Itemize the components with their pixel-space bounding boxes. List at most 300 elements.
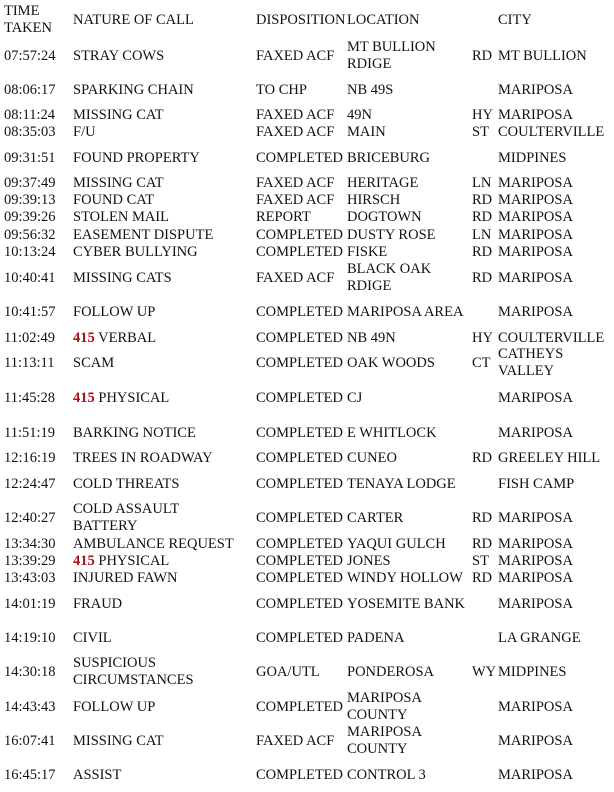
disposition — [256, 699, 343, 716]
city — [498, 664, 566, 681]
city — [498, 733, 573, 750]
time-taken — [4, 390, 55, 407]
city-line: MARIPOSA — [498, 191, 573, 208]
time-taken-line: 10:40:41 — [4, 269, 56, 286]
disposition-line: COMPLETED — [256, 569, 343, 586]
city-line: MIDPINES — [498, 663, 567, 680]
header-disposition: DISPOSITION — [256, 12, 346, 28]
street-suffix-line: HY — [472, 329, 493, 346]
city-line: GREELEY HILL — [498, 449, 601, 466]
street-suffix — [472, 510, 492, 527]
street-suffix — [472, 48, 492, 65]
time-taken — [4, 107, 55, 124]
street-suffix-line: HY — [472, 106, 493, 123]
nature-of-call — [73, 330, 156, 347]
location — [347, 124, 386, 141]
time-taken — [4, 699, 56, 716]
time-taken — [4, 630, 56, 647]
street-suffix-line: RD — [472, 191, 493, 208]
nature-of-call-line: EASEMENT DISPUTE — [73, 226, 214, 243]
city — [498, 150, 566, 167]
disposition-line: FAXED ACF — [256, 123, 335, 140]
time-taken — [4, 596, 56, 613]
location-line: CONTROL 3 — [347, 766, 426, 783]
location-line: YOSEMITE BANK — [347, 595, 466, 612]
street-suffix-line: RD — [472, 269, 493, 286]
nature-of-call — [73, 536, 234, 553]
location-line: BRICEBURG — [347, 149, 430, 166]
location — [347, 107, 372, 124]
location-line: E WHITLOCK — [347, 424, 437, 441]
time-taken-line: 12:40:27 — [4, 509, 56, 526]
nature-of-call — [73, 192, 154, 209]
city-line: MT BULLION — [498, 47, 587, 64]
time-taken-line: 08:11:24 — [4, 106, 56, 123]
nature-of-call-line: MISSING CAT — [73, 732, 164, 749]
disposition — [256, 630, 343, 647]
city — [498, 270, 573, 287]
call-code-415: 415 — [73, 329, 95, 346]
city — [498, 536, 573, 553]
time-taken — [4, 150, 56, 167]
disposition-line: REPORT — [256, 208, 311, 225]
street-suffix — [472, 107, 493, 124]
location-line: COUNTY — [347, 707, 408, 723]
disposition-line: FAXED ACF — [256, 269, 335, 286]
location — [347, 39, 436, 73]
nature-of-call-line: AMBULANCE REQUEST — [73, 535, 234, 552]
disposition-line: COMPLETED — [256, 149, 343, 166]
nature-of-call-line: MISSING CAT — [73, 174, 164, 191]
time-taken — [4, 536, 56, 553]
city-line: MARIPOSA — [498, 269, 573, 286]
time-taken — [4, 82, 56, 99]
nature-of-call — [73, 476, 179, 493]
street-suffix-line: WY — [472, 663, 497, 680]
city — [498, 175, 573, 192]
time-taken — [4, 553, 56, 570]
location-line: 49N — [347, 106, 372, 123]
location — [347, 150, 430, 167]
disposition — [256, 227, 343, 244]
nature-of-call — [73, 150, 200, 167]
time-taken — [4, 510, 56, 527]
street-suffix — [472, 355, 491, 372]
disposition — [256, 107, 334, 124]
nature-of-call-line: MISSING CATS — [73, 269, 172, 286]
disposition-line: COMPLETED — [256, 354, 343, 371]
location — [347, 390, 362, 407]
disposition — [256, 570, 343, 587]
disposition-line: FAXED ACF — [256, 106, 335, 123]
location-line: JONES — [347, 552, 391, 569]
nature-of-call-line: TREES IN ROADWAY — [73, 449, 213, 466]
nature-of-call — [73, 450, 213, 467]
disposition-line: GOA/UTL — [256, 663, 320, 680]
disposition-line: COMPLETED — [256, 698, 343, 715]
location-line: WINDY HOLLOW — [347, 569, 463, 586]
time-taken-line: 11:45:28 — [4, 389, 56, 406]
disposition-line: COMPLETED — [256, 509, 343, 526]
disposition — [256, 450, 343, 467]
nature-of-call-line: STRAY COWS — [73, 47, 165, 64]
nature-of-call-line: FOLLOW UP — [73, 303, 156, 320]
location — [347, 355, 435, 372]
time-taken-line: 13:34:30 — [4, 535, 56, 552]
disposition — [256, 664, 320, 681]
city-line: MARIPOSA — [498, 243, 573, 260]
location-line: PADENA — [347, 629, 405, 646]
location — [347, 209, 422, 226]
city — [498, 425, 573, 442]
nature-of-call-line: FRAUD — [73, 595, 123, 612]
location — [347, 570, 463, 587]
time-taken — [4, 570, 56, 587]
disposition-line: COMPLETED — [256, 475, 343, 492]
street-suffix — [472, 664, 496, 681]
disposition-line: COMPLETED — [256, 329, 343, 346]
location-line: DUSTY ROSE — [347, 226, 436, 243]
time-taken — [4, 425, 55, 442]
disposition — [256, 767, 343, 784]
street-suffix-line: ST — [472, 123, 489, 140]
disposition-line: COMPLETED — [256, 766, 343, 783]
city-line: MARIPOSA — [498, 552, 573, 569]
disposition-line: COMPLETED — [256, 535, 343, 552]
time-taken — [4, 304, 56, 321]
city-line: VALLEY — [498, 363, 555, 379]
disposition — [256, 553, 343, 570]
city — [498, 346, 563, 380]
street-suffix — [472, 175, 491, 192]
street-suffix — [472, 553, 489, 570]
city — [498, 330, 604, 347]
nature-of-call-line: SUSPICIOUS — [73, 655, 156, 671]
time-taken-line: 16:45:17 — [4, 766, 56, 783]
location — [347, 330, 396, 347]
disposition — [256, 124, 334, 141]
city — [498, 570, 573, 587]
nature-of-call-text: VERBAL — [98, 329, 157, 346]
disposition — [256, 733, 334, 750]
nature-of-call-line: ASSIST — [73, 766, 122, 783]
location-line: BLACK OAK — [347, 261, 432, 277]
street-suffix-line: RD — [472, 208, 493, 225]
time-taken — [4, 227, 56, 244]
city — [498, 390, 573, 407]
location — [347, 596, 465, 613]
disposition — [256, 304, 343, 321]
city — [498, 630, 581, 647]
city-line: COULTERVILLE — [498, 329, 605, 346]
time-taken-line: 12:16:19 — [4, 449, 56, 466]
nature-of-call-line — [73, 390, 169, 407]
city — [498, 82, 573, 99]
city — [498, 699, 573, 716]
header-time-line1: TIME — [4, 3, 40, 19]
city-line: MIDPINES — [498, 149, 567, 166]
location-line: NB 49S — [347, 81, 394, 98]
time-taken-line: 09:39:13 — [4, 191, 56, 208]
location-line: RDIGE — [347, 56, 392, 72]
nature-of-call-line: MISSING CAT — [73, 106, 164, 123]
city — [498, 450, 600, 467]
time-taken — [4, 476, 56, 493]
nature-of-call-text: PHYSICAL — [98, 552, 170, 569]
street-suffix-line: LN — [472, 174, 492, 191]
street-suffix — [472, 124, 489, 141]
time-taken-line: 08:35:03 — [4, 123, 56, 140]
nature-of-call-line — [73, 553, 169, 570]
location — [347, 304, 463, 321]
city-line: MARIPOSA — [498, 569, 573, 586]
nature-of-call-line: CIVIL — [73, 629, 112, 646]
time-taken — [4, 124, 56, 141]
nature-of-call-text: PHYSICAL — [98, 389, 170, 406]
location — [347, 192, 400, 209]
location-line: MARIPOSA AREA — [347, 303, 464, 320]
nature-of-call — [73, 244, 198, 261]
city-line: MARIPOSA — [498, 424, 573, 441]
city-line: MARIPOSA — [498, 732, 573, 749]
location — [347, 175, 418, 192]
location — [347, 261, 431, 295]
nature-of-call — [73, 209, 169, 226]
nature-of-call-line: CIRCUMSTANCES — [73, 672, 194, 688]
disposition-line: COMPLETED — [256, 449, 343, 466]
disposition-line: COMPLETED — [256, 389, 343, 406]
location-line: MARIPOSA — [347, 724, 422, 740]
city-line: MARIPOSA — [498, 208, 573, 225]
location — [347, 227, 436, 244]
nature-of-call-line — [73, 330, 156, 347]
location — [347, 664, 434, 681]
nature-of-call — [73, 596, 122, 613]
nature-of-call-line: CYBER BULLYING — [73, 243, 198, 260]
time-taken-line: 10:41:57 — [4, 303, 56, 320]
disposition-line: COMPLETED — [256, 595, 343, 612]
nature-of-call-line: INJURED FAWN — [73, 569, 178, 586]
city-line: FISH CAMP — [498, 475, 575, 492]
street-suffix — [472, 536, 492, 553]
time-taken — [4, 175, 56, 192]
nature-of-call — [73, 175, 164, 192]
street-suffix — [472, 450, 492, 467]
location — [347, 630, 404, 647]
nature-of-call-line: STOLEN MAIL — [73, 208, 169, 225]
time-taken-line: 11:13:11 — [4, 354, 55, 371]
city-line: MARIPOSA — [498, 766, 573, 783]
call-code-415: 415 — [73, 389, 95, 406]
disposition — [256, 330, 343, 347]
city-line: CATHEYS — [498, 346, 564, 362]
street-suffix — [472, 244, 492, 261]
nature-of-call — [73, 355, 114, 372]
city-line: MARIPOSA — [498, 226, 573, 243]
location — [347, 450, 397, 467]
nature-of-call — [73, 553, 169, 570]
nature-of-call — [73, 733, 164, 750]
disposition-line: TO CHP — [256, 81, 307, 98]
call-code-415: 415 — [73, 552, 95, 569]
nature-of-call — [73, 767, 121, 784]
street-suffix — [472, 209, 492, 226]
city — [498, 48, 587, 65]
location-line: MARIPOSA — [347, 690, 422, 706]
time-taken-line: 14:01:19 — [4, 595, 56, 612]
nature-of-call — [73, 107, 164, 124]
city — [498, 304, 573, 321]
disposition — [256, 175, 334, 192]
disposition — [256, 536, 343, 553]
time-taken-line: 10:13:24 — [4, 243, 56, 260]
location — [347, 536, 446, 553]
street-suffix-line: RD — [472, 243, 493, 260]
time-taken — [4, 244, 56, 261]
location-line: PONDEROSA — [347, 663, 435, 680]
location-line: COUNTY — [347, 741, 408, 757]
location-line: DOGTOWN — [347, 208, 422, 225]
city-line: MARIPOSA — [498, 595, 573, 612]
time-taken-line: 14:19:10 — [4, 629, 56, 646]
street-suffix-line: RD — [472, 569, 493, 586]
city-line: MARIPOSA — [498, 81, 573, 98]
disposition — [256, 390, 343, 407]
time-taken-line: 09:37:49 — [4, 174, 56, 191]
location — [347, 476, 456, 493]
disposition-line: COMPLETED — [256, 629, 343, 646]
city-line: MARIPOSA — [498, 106, 573, 123]
time-taken — [4, 192, 56, 209]
nature-of-call — [73, 48, 164, 65]
time-taken-line: 11:51:19 — [4, 424, 56, 441]
time-taken — [4, 733, 56, 750]
city — [498, 476, 574, 493]
disposition-line: FAXED ACF — [256, 174, 335, 191]
street-suffix-line: ST — [472, 552, 489, 569]
location — [347, 425, 437, 442]
nature-of-call — [73, 124, 96, 141]
city-line: COULTERVILLE — [498, 123, 605, 140]
location-line: OAK WOODS — [347, 354, 435, 371]
street-suffix-line: LN — [472, 226, 492, 243]
city — [498, 244, 573, 261]
nature-of-call — [73, 82, 194, 99]
location-line: HERITAGE — [347, 174, 419, 191]
location-line: NB 49N — [347, 329, 396, 346]
header-time-line2: TAKEN — [4, 20, 52, 36]
street-suffix — [472, 330, 493, 347]
nature-of-call-line: BARKING NOTICE — [73, 424, 196, 441]
nature-of-call — [73, 270, 172, 287]
time-taken-line: 13:39:29 — [4, 552, 56, 569]
location-line: TENAYA LODGE — [347, 475, 456, 492]
nature-of-call — [73, 655, 194, 689]
city — [498, 209, 573, 226]
time-taken-line: 13:43:03 — [4, 569, 56, 586]
street-suffix — [472, 227, 491, 244]
location — [347, 510, 403, 527]
street-suffix — [472, 192, 492, 209]
street-suffix-line: RD — [472, 535, 493, 552]
city — [498, 553, 573, 570]
location-line: CARTER — [347, 509, 404, 526]
time-taken — [4, 270, 56, 287]
disposition — [256, 82, 307, 99]
table-header — [0, 3, 614, 37]
nature-of-call-line: FOUND CAT — [73, 191, 154, 208]
disposition — [256, 48, 334, 65]
time-taken-line: 09:31:51 — [4, 149, 56, 166]
location-line: CUNEO — [347, 449, 397, 466]
street-suffix-line: RD — [472, 47, 493, 64]
location-line: YAQUI GULCH — [347, 535, 446, 552]
nature-of-call-line: SCAM — [73, 354, 115, 371]
city-line: MARIPOSA — [498, 174, 573, 191]
time-taken-line: 16:07:41 — [4, 732, 56, 749]
city-line: MARIPOSA — [498, 698, 573, 715]
disposition — [256, 476, 343, 493]
street-suffix-line: RD — [472, 509, 493, 526]
disposition — [256, 596, 343, 613]
header-location: LOCATION — [347, 12, 420, 28]
location-line: MAIN — [347, 123, 386, 140]
nature-of-call — [73, 501, 179, 535]
city-line: LA GRANGE — [498, 629, 581, 646]
disposition — [256, 270, 334, 287]
time-taken — [4, 767, 56, 784]
location-line: FISKE — [347, 243, 388, 260]
nature-of-call-line: F/U — [73, 123, 96, 140]
disposition-line: COMPLETED — [256, 552, 343, 569]
location — [347, 244, 387, 261]
nature-of-call-line: FOLLOW UP — [73, 698, 156, 715]
nature-of-call — [73, 425, 196, 442]
nature-of-call-line: SPARKING CHAIN — [73, 81, 194, 98]
disposition-line: FAXED ACF — [256, 191, 335, 208]
disposition — [256, 425, 343, 442]
time-taken-line: 14:43:43 — [4, 698, 56, 715]
street-suffix-line: CT — [472, 354, 491, 371]
city — [498, 596, 573, 613]
city — [498, 107, 573, 124]
nature-of-call-line: FOUND PROPERTY — [73, 149, 200, 166]
location — [347, 767, 426, 784]
time-taken-line: 11:02:49 — [4, 329, 56, 346]
city-line: MARIPOSA — [498, 509, 573, 526]
location-line: HIRSCH — [347, 191, 401, 208]
location-line: CJ — [347, 389, 363, 406]
street-suffix-line: RD — [472, 449, 493, 466]
city-line: MARIPOSA — [498, 303, 573, 320]
disposition-line: COMPLETED — [256, 303, 343, 320]
disposition-line: COMPLETED — [256, 424, 343, 441]
disposition-line: FAXED ACF — [256, 47, 335, 64]
header-nature-of-call: NATURE OF CALL — [73, 12, 194, 28]
city — [498, 124, 604, 141]
nature-of-call-line: COLD ASSAULT — [73, 501, 180, 517]
city — [498, 767, 573, 784]
header-city: CITY — [498, 12, 532, 28]
header-time-taken — [4, 3, 52, 37]
nature-of-call — [73, 630, 112, 647]
location — [347, 82, 393, 99]
time-taken-line: 09:56:32 — [4, 226, 56, 243]
time-taken-line: 14:30:18 — [4, 663, 56, 680]
disposition — [256, 192, 334, 209]
location — [347, 553, 391, 570]
disposition-line: COMPLETED — [256, 226, 343, 243]
